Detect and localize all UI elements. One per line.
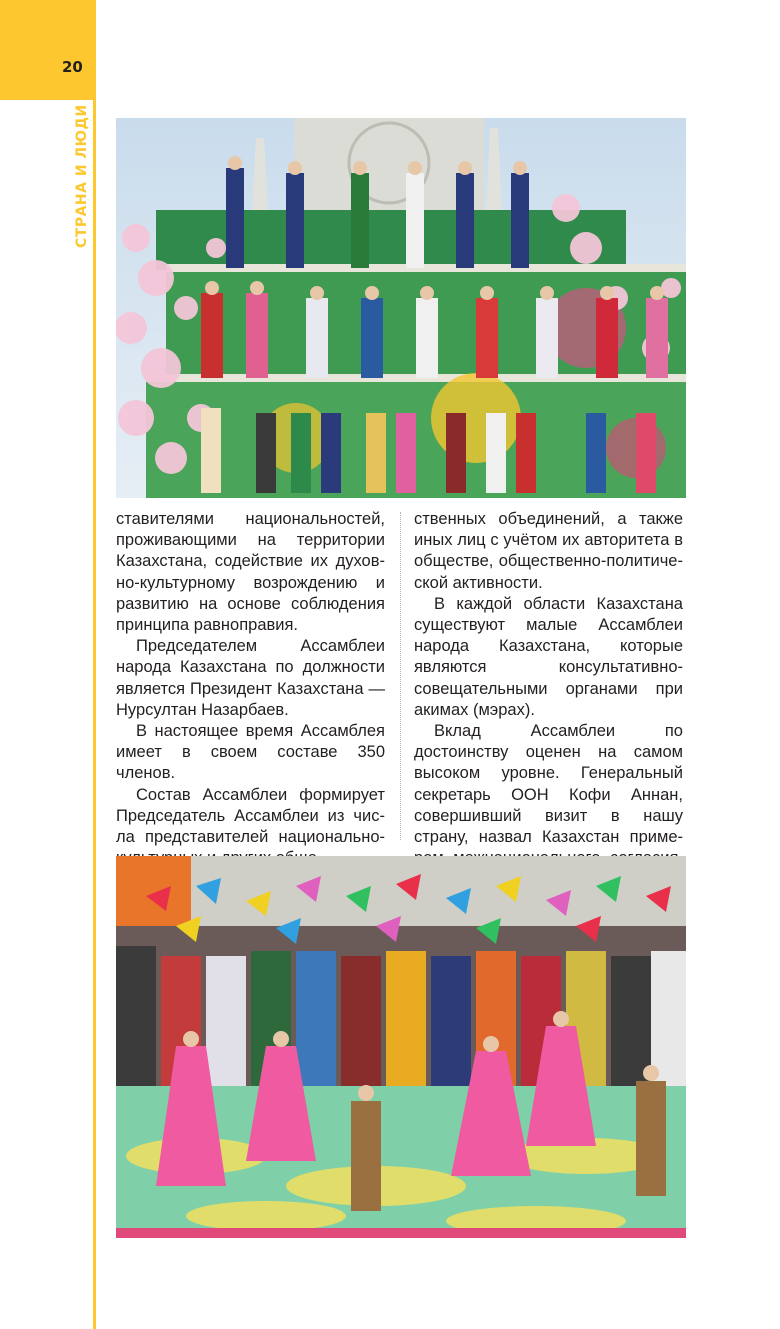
paragraph: ставителями национальностей, проживающими на территории Казахстана, содействие их духовно-культурному возрождению и развитию на основе соблюдения принципа равноправия. xyxy=(116,510,385,635)
paragraph: ственных объединений, а также иных лиц с учётом их авторитета в обществе, общественно-политической активности. xyxy=(414,510,683,592)
paragraph: Состав Ассамблеи формирует Председатель Ассамблеи из числа представителей национально- xyxy=(116,785,385,847)
column-divider xyxy=(400,512,401,840)
text-column-left xyxy=(116,509,385,869)
side-rule xyxy=(93,100,96,1329)
paragraph: Вклад Ассамблеи по достоинству оценен на самом высоком уровне. Генеральный секретарь ООН Кофи Аннан, совершивший визит в нашу страну, назвал Казахстан приме xyxy=(414,722,683,847)
paragraph: В каждой области Казахстана существуют малые Ассамблеи народа Казахстана, которые являются консультативно-совещательными органами при акимах (мэрах). xyxy=(414,594,683,719)
stage-performers-photo xyxy=(116,118,686,498)
dance-festival-photo xyxy=(116,856,686,1238)
section-title: СТРАНА И ЛЮДИ xyxy=(74,104,90,248)
text-column-right xyxy=(414,509,683,912)
paragraph: Председателем Ассамблеи народа Казахстана по должности является Президент Казахстана — Нурсултан Назарбаев. xyxy=(116,637,385,719)
page-number: 20 xyxy=(62,58,83,76)
page-number-box xyxy=(0,0,96,100)
paragraph: В настоящее время Ассамблея имеет в своем составе 350 членов. xyxy=(116,722,385,783)
